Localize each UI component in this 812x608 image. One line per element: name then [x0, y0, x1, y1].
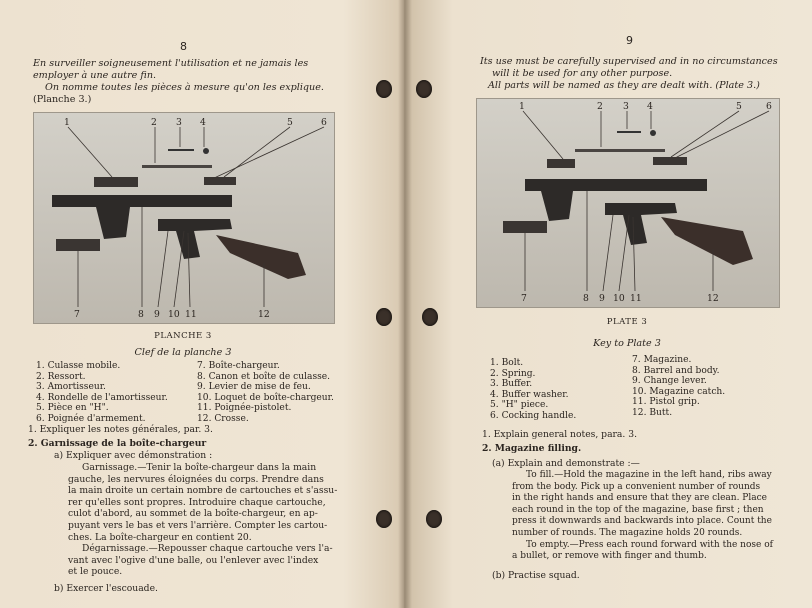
step-2 — [28, 438, 206, 450]
key-item: 10. Magazine catch. — [632, 386, 726, 397]
barrel-body-part — [52, 195, 232, 207]
intro-line: En surveiller soigneusement l'utilisation et ne jamais les — [33, 58, 309, 69]
key-item: 4. Rondelle de l'amortisseur. — [36, 392, 168, 403]
key-item: 8. Canon et boîte de culasse. — [197, 371, 331, 382]
figure-label: 1 — [64, 117, 70, 128]
plate-title: PLANCHE 3 — [154, 331, 212, 341]
figure-label: 6 — [766, 101, 772, 112]
spring-part — [142, 165, 212, 168]
key-item: 10. Loquet de boîte-chargeur. — [197, 392, 334, 403]
key-item: 8. Barrel and body. — [632, 365, 720, 376]
instruction-paragraph — [68, 462, 358, 578]
h-piece-part — [204, 177, 236, 185]
para-line: in the right hands and ensure that they are clean. Place — [512, 493, 767, 504]
book-gutter — [398, 0, 412, 608]
para-line: et le pouce. — [68, 566, 123, 578]
key-item: 3. Buffer. — [490, 379, 533, 390]
para-line: la main droite un certain nombre de cartouches et s'assu- — [68, 485, 338, 497]
para-line: puyant vers le bas et vers l'arrière. Compter les cartou- — [68, 519, 328, 531]
figure-label: 8 — [583, 293, 589, 304]
key-item: 5. Pièce en "H". — [36, 403, 109, 414]
para-line: ches. La boîte-chargeur en contient 20. — [68, 531, 252, 543]
figure-label: 9 — [154, 309, 160, 320]
figure-label: 1 — [519, 101, 525, 112]
key-item: 12. Crosse. — [197, 413, 249, 424]
figure-label: 2 — [597, 101, 603, 112]
bolt-part — [547, 159, 575, 168]
pistol-grip-part — [605, 203, 677, 245]
figure-label: 4 — [200, 117, 206, 128]
plate-photo — [476, 98, 780, 308]
key-item: 3. Amortisseur. — [36, 382, 106, 393]
key-list-col2 — [197, 361, 334, 425]
para-line: a bullet, or remove with finger and thumb. — [512, 551, 707, 562]
intro-line: employer à une autre fin. — [33, 70, 157, 81]
figure-label: 11 — [630, 293, 642, 304]
figure-label: 4 — [647, 101, 653, 112]
buffer-part — [617, 131, 641, 133]
key-item: 12. Butt. — [632, 407, 673, 418]
key-item: 5. "H" piece. — [490, 400, 549, 411]
para-line: To empty.—Press each round forward with the nose of — [526, 539, 773, 550]
key-item: 1. Bolt. — [490, 358, 524, 368]
binding-hole — [376, 80, 392, 98]
intro-line: (Planche 3.) — [33, 94, 92, 105]
para-line: Dégarnissage.—Repousser chaque cartouche vers l'a- — [82, 543, 333, 555]
step-1: 1. Explain general notes, para. 3. — [482, 429, 638, 440]
buffer-washer-part — [203, 148, 209, 154]
figure-label: 7 — [74, 309, 80, 320]
key-item: 9. Change lever. — [632, 376, 707, 387]
para-line: rer qu'elles sont propres. Introduire chaque cartouche, — [68, 496, 326, 508]
page-number: 9 — [626, 34, 633, 47]
step-1: 1. Expliquer les notes générales, par. 3. — [28, 424, 213, 435]
binding-hole — [376, 510, 392, 528]
key-title: Clef de la planche 3 — [134, 347, 232, 358]
binding-hole — [422, 308, 438, 326]
figure-label: 9 — [599, 293, 605, 304]
para-line: each round in the top of the magazine, base first ; then — [512, 504, 764, 515]
intro-line: Its use must be carefully supervised and in no circumstances — [480, 56, 778, 67]
bolt-part — [94, 177, 138, 187]
left-page — [0, 0, 404, 608]
key-title: Key to Plate 3 — [593, 338, 661, 349]
figure-label: 2 — [151, 117, 157, 128]
intro-text — [33, 58, 351, 106]
step-2b: b) Exercer l'escouade. — [54, 583, 158, 594]
para-line: To fill.—Hold the magazine in the left hand, ribs away — [526, 470, 772, 480]
key-item: 9. Levier de mise de feu. — [197, 382, 311, 393]
step-2-title: 2. Garnissage de la boîte-chargeur — [28, 438, 207, 449]
step-2b: (b) Practise squad. — [492, 570, 580, 581]
binding-hole — [426, 510, 442, 528]
figure-label: 3 — [623, 101, 629, 112]
figure-label: 12 — [707, 293, 719, 304]
key-list-col1 — [490, 358, 576, 422]
step-2-title: 2. Magazine filling. — [482, 443, 582, 454]
key-item: 4. Buffer washer. — [490, 389, 569, 400]
h-piece-part — [653, 157, 687, 165]
para-line: from the body. Pick up a convenient number of rounds — [512, 481, 761, 492]
intro-text — [480, 56, 810, 92]
figure-label: 5 — [287, 117, 293, 128]
binding-hole — [376, 308, 392, 326]
key-item: 2. Ressort. — [36, 371, 86, 382]
figure-label: 11 — [185, 309, 197, 320]
binding-hole — [416, 80, 432, 98]
instruction-paragraph — [512, 470, 804, 563]
key-item: 11. Pistol grip. — [632, 397, 700, 408]
spring-part — [575, 149, 665, 152]
figure-label: 10 — [168, 309, 180, 320]
right-page — [404, 0, 812, 608]
intro-line: will it be used for any other purpose. — [492, 68, 673, 79]
para-line: gauche, les nervures éloignées du corps. Prendre dans — [68, 473, 324, 485]
step-2 — [482, 443, 581, 455]
para-line: number of rounds. The magazine holds 20 rounds. — [512, 527, 743, 538]
plate-title: PLATE 3 — [606, 317, 648, 327]
figure-label: 5 — [736, 101, 742, 112]
magazine-part — [503, 221, 547, 233]
intro-line: On nomme toutes les pièces à mesure qu'on les explique. — [45, 82, 324, 93]
para-line: culot d'abord, au sommet de la boîte-chargeur, en ap- — [68, 508, 318, 520]
buffer-part — [168, 149, 194, 151]
key-item: 7. Magazine. — [632, 355, 692, 365]
para-line: vant avec l'ogive d'une balle, ou l'enlever avec l'index — [68, 554, 319, 566]
key-list-col1 — [36, 361, 168, 425]
grip-front-part — [96, 207, 130, 239]
step-2a: a) Expliquer avec démonstration : — [54, 450, 213, 461]
figure-label: 12 — [258, 309, 270, 320]
gun-parts-figure — [52, 127, 324, 307]
figure-label: 8 — [138, 309, 144, 320]
page-number: 8 — [180, 40, 187, 53]
figure-label: 10 — [613, 293, 625, 304]
key-item: 6. Poignée d'armement. — [36, 413, 146, 424]
key-item: 11. Poignée-pistolet. — [197, 403, 292, 414]
gun-parts-figure — [503, 111, 769, 291]
step-2a: (a) Explain and demonstrate :— — [492, 458, 640, 469]
key-item: 6. Cocking handle. — [490, 410, 577, 421]
key-item: 1. Culasse mobile. — [36, 361, 121, 371]
plate-photo — [33, 112, 335, 324]
key-list-col2 — [632, 355, 725, 419]
grip-front-part — [541, 191, 573, 221]
key-item: 7. Boîte-chargeur. — [197, 361, 280, 371]
para-line: press it downwards and backwards into place. Count the — [512, 516, 772, 527]
butt-part — [216, 235, 306, 279]
magazine-part — [56, 239, 100, 251]
intro-line: All parts will be named as they are dealt with. (Plate 3.) — [488, 80, 760, 91]
butt-part — [661, 217, 753, 265]
figure-label: 6 — [321, 117, 327, 128]
buffer-washer-part — [650, 130, 656, 136]
key-item: 2. Spring. — [490, 368, 536, 379]
figure-label: 3 — [176, 117, 182, 128]
figure-label: 7 — [521, 293, 527, 304]
barrel-body-part — [525, 179, 707, 191]
para-line: Garnissage.—Tenir la boîte-chargeur dans la main — [82, 462, 317, 473]
